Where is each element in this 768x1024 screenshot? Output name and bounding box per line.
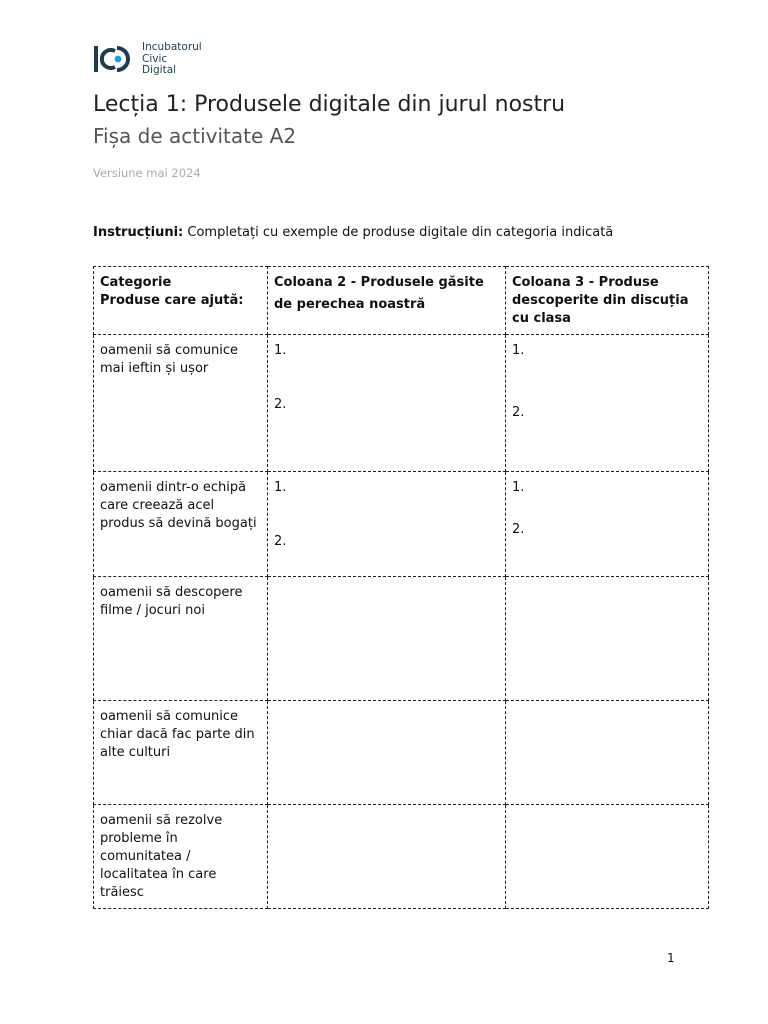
logo-text [142, 42, 202, 77]
header-category [94, 267, 268, 335]
row-col2-cell[interactable] [268, 335, 506, 472]
table-row [94, 335, 709, 472]
version-label: Versiune mai 2024 [93, 166, 201, 180]
row-col3-cell[interactable] [506, 472, 709, 577]
table-row [94, 472, 709, 577]
list-item: 1. [512, 480, 525, 495]
logo-line-1: Incubatorul [142, 41, 202, 53]
header-category-line1: Categorie [100, 275, 172, 290]
row-col2-cell[interactable] [268, 701, 506, 805]
list-item: 1. [274, 480, 287, 495]
row-col2-cell[interactable] [268, 472, 506, 577]
instructions-label: Instrucțiuni: [93, 225, 184, 240]
table-row [94, 577, 709, 701]
icd-logo-icon [93, 44, 135, 74]
page-subtitle: Fișa de activitate A2 [93, 124, 297, 148]
header-col2: Coloana 2 - Produsele găsite de perechea noastră [268, 267, 506, 335]
list-item: 1. [512, 343, 525, 358]
header-category-line2: Produse care ajută: [100, 293, 244, 308]
logo-line-2: Civic [142, 52, 168, 65]
row-col3-cell[interactable] [506, 701, 709, 805]
table-row [94, 805, 709, 909]
row-category: oamenii să descopere filme / jocuri noi [94, 577, 268, 701]
table-header-row [94, 267, 709, 335]
row-category: oamenii să rezolve probleme în comunitatea / localitatea în care trăiesc [94, 805, 268, 909]
activity-table [93, 266, 709, 909]
row-category: oamenii să comunice chiar dacă fac parte din alte culturi [94, 701, 268, 805]
row-col2-cell[interactable] [268, 577, 506, 701]
header-col3: Coloana 3 - Produse descoperite din discuția cu clasa [506, 267, 709, 335]
list-item: 2. [274, 397, 287, 412]
instructions-text: Completați cu exemple de produse digitale din categoria indicată [183, 225, 614, 240]
list-item: 2. [512, 405, 525, 420]
row-category: oamenii dintr-o echipă care creează acel produs să devină bogați [94, 472, 268, 577]
page-title: Lecția 1: Produsele digitale din jurul nostru [93, 92, 566, 117]
row-col2-cell[interactable] [268, 805, 506, 909]
row-category: oamenii să comunice mai ieftin și ușor [94, 335, 268, 472]
table-row [94, 701, 709, 805]
logo-line-3: Digital [142, 64, 177, 76]
list-item: 2. [274, 534, 287, 549]
list-item: 1. [274, 343, 287, 358]
instructions [93, 225, 613, 240]
row-col3-cell[interactable] [506, 577, 709, 701]
page-number: 1 [667, 951, 675, 965]
row-col3-cell[interactable] [506, 335, 709, 472]
logo [93, 42, 202, 77]
row-col3-cell[interactable] [506, 805, 709, 909]
list-item: 2. [512, 522, 525, 537]
